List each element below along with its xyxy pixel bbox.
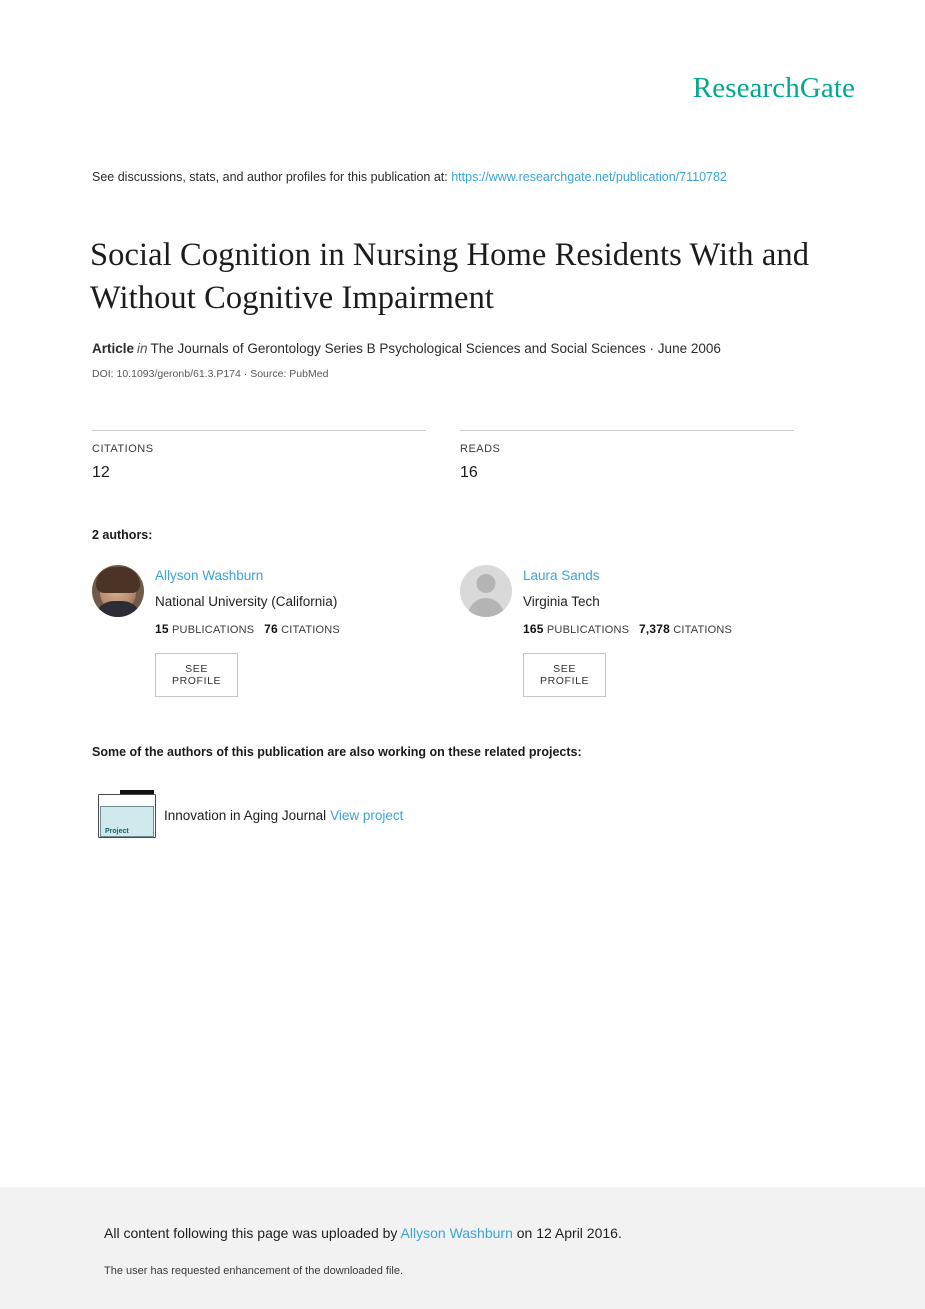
author-citations-count: 76 [264, 622, 278, 636]
folder-icon [98, 790, 154, 836]
avatar[interactable] [460, 565, 512, 617]
author-stats [523, 622, 823, 636]
citations-label: CITATIONS [92, 443, 154, 455]
page-title: Social Cognition in Nursing Home Residents With and Without Cognitive Impairment [90, 236, 810, 316]
project-text [164, 808, 403, 823]
folder-front [100, 806, 154, 837]
avatar-shoulders [94, 601, 142, 617]
publication-url-link[interactable]: https://www.researchgate.net/publication/7110782 [451, 170, 727, 184]
author-citations-label: CITATIONS [673, 624, 733, 636]
author-name-link[interactable]: Laura Sands [523, 568, 600, 583]
article-doi-line: DOI: 10.1093/geronb/61.3.P174 · Source: PubMed [92, 368, 329, 380]
discussion-prefix: See discussions, stats, and author profiles for this publication at: [92, 170, 448, 184]
see-profile-button[interactable]: SEE PROFILE [523, 653, 606, 697]
author-citations-label: CITATIONS [281, 624, 340, 636]
article-type-label: Article [92, 341, 135, 356]
project-name: Innovation in Aging Journal [164, 808, 327, 823]
footer-upload-line [104, 1225, 622, 1241]
author-name-link[interactable]: Allyson Washburn [155, 568, 264, 583]
author-affiliation: National University (California) [155, 594, 338, 609]
see-profile-button[interactable]: SEE PROFILE [155, 653, 238, 697]
article-venue: The Journals of Gerontology Series B Psychological Sciences and Social Sciences · June 2006 [150, 341, 721, 356]
author-publications-label: PUBLICATIONS [172, 624, 255, 636]
author-publications-count: 165 [523, 622, 544, 636]
discussion-line [92, 170, 727, 184]
avatar-hair [96, 567, 140, 593]
footer-prefix: All content following this page was uploaded by [104, 1225, 398, 1241]
avatar-placeholder-body [468, 598, 504, 617]
author-info [155, 567, 455, 636]
footer-bar [0, 1187, 925, 1309]
footer-note: The user has requested enhancement of the downloaded file. [104, 1265, 404, 1277]
author-info [523, 567, 823, 636]
view-project-link[interactable]: View project [330, 808, 404, 823]
avatar[interactable] [92, 565, 144, 617]
authors-heading: 2 authors: [92, 528, 153, 542]
stat-citations [92, 430, 426, 482]
researchgate-logo: ResearchGate [692, 72, 855, 104]
projects-heading: Some of the authors of this publication are also working on these related projects: [92, 745, 582, 759]
footer-suffix: on 12 April 2016. [516, 1225, 622, 1241]
footer-uploader-link[interactable]: Allyson Washburn [400, 1225, 513, 1241]
stat-divider [460, 430, 794, 431]
reads-value: 16 [460, 464, 478, 481]
stat-divider [92, 430, 426, 431]
avatar-placeholder-head [477, 574, 496, 593]
author-citations-count: 7,378 [638, 622, 670, 636]
reads-label: READS [460, 443, 501, 455]
author-publications-label: PUBLICATIONS [546, 624, 630, 636]
author-publications-count: 15 [155, 622, 169, 636]
article-in-label: in [137, 341, 148, 356]
author-stats [155, 622, 455, 636]
stat-reads [460, 430, 794, 482]
article-meta [92, 341, 721, 356]
folder-label: Project [105, 828, 129, 835]
author-affiliation: Virginia Tech [523, 594, 600, 609]
citations-value: 12 [92, 464, 110, 481]
